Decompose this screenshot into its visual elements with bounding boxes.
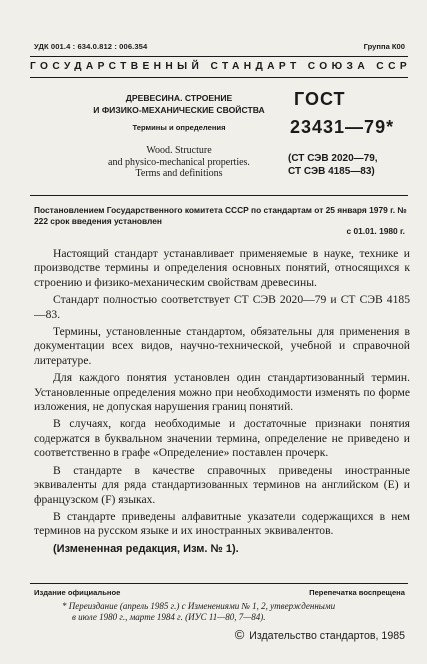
official-edition: Издание официальное <box>34 588 121 597</box>
effective-date: с 01.01. 1980 г. <box>346 226 405 236</box>
paragraph-dash: В случаях, когда необходимые и достаточные признаки понятия содержатся в буквальном значении термина, определение не приведено и соответственно в графе «Определение» поставлен прочерк. <box>34 417 410 460</box>
decree-text: Постановлением Государственного комитета СССР по стандартам от 25 января 1979 г. № 222 срок введения установлен <box>34 205 407 226</box>
body-text <box>34 247 410 559</box>
publisher: Издательство стандартов, 1985 <box>249 630 405 642</box>
st-sev-line2: СТ СЭВ 4185—83) <box>288 166 375 177</box>
udk-code: УДК 001.4 : 634.0.812 : 006.354 <box>34 42 148 51</box>
subtitle-russian: Термины и определения <box>132 123 226 132</box>
amendment-note: (Измененная редакция, Изм. № 1). <box>53 542 239 555</box>
title-en-line3: Terms and definitions <box>135 168 223 179</box>
st-sev-reference <box>288 152 378 178</box>
reissue-line2: в июле 1980 г., марте 1984 г. (ИУС 11—80, 7—84). <box>72 611 266 622</box>
footer-rule <box>30 583 408 584</box>
reissue-note <box>62 601 402 622</box>
title-ru-line1: ДРЕВЕСИНА. СТРОЕНИЕ <box>125 93 233 103</box>
st-sev-line1: (СТ СЭВ 2020—79, <box>288 153 378 164</box>
paragraph-indexes: В стандарте приведены алфавитные указатели содержащихся в нем терминов на русском языке и их иностранных эквивалентов. <box>34 509 410 538</box>
title-en-line1: Wood. Structure <box>146 145 212 156</box>
paragraph-equivalents: В стандарте в качестве справочных приведены иностранные эквиваленты для ряда стандартизованных терминов на английском (E) и французском (F) языках. <box>34 463 410 506</box>
title-block-rule <box>30 195 408 196</box>
title-russian <box>80 93 278 116</box>
title-ru-line2: И ФИЗИКО-МЕХАНИЧЕСКИЕ СВОЙСТВА <box>93 104 265 115</box>
group-code: Группа К00 <box>363 42 405 51</box>
copyright <box>235 627 405 642</box>
heading-rule <box>30 77 408 78</box>
reissue-line1: * Переиздание (апрель 1985 г.) с Изменениями № 1, 2, утвержденными <box>62 601 336 611</box>
state-standard-heading: ГОСУДАРСТВЕННЫЙ СТАНДАРТ СОЮЗА ССР <box>30 61 412 72</box>
paragraph-compliance: Стандарт полностью соответствует СТ СЭВ 2020—79 и СТ СЭВ 4185—83. <box>34 293 410 321</box>
paragraph-mandatory: Термины, установленные стандартом, обязательны для применения в документации всех видов, научно-технической, учебной и справочной литературе. <box>34 325 410 367</box>
copyright-icon: © <box>234 627 245 642</box>
title-english <box>80 145 278 180</box>
gost-number: 23431—79* <box>290 117 395 137</box>
paragraph-scope: Настоящий стандарт устанавливает применяемые в науке, технике и производстве термины и определения основных понятий, относящихся к строению и физико-механическим свойствам древесины. <box>34 247 410 289</box>
paragraph-one-term: Для каждого понятия установлен один стандартизованный термин. Установленные определения можно при необходимости изменять по форме изложения, не допуская нарушения границ понятий. <box>34 371 410 414</box>
gost-label: ГОСТ <box>294 89 346 109</box>
reprint-prohibited: Перепечатка воспрещена <box>309 588 405 597</box>
top-rule <box>30 56 408 57</box>
title-en-line2: and physico-mechanical properties. <box>108 156 250 168</box>
